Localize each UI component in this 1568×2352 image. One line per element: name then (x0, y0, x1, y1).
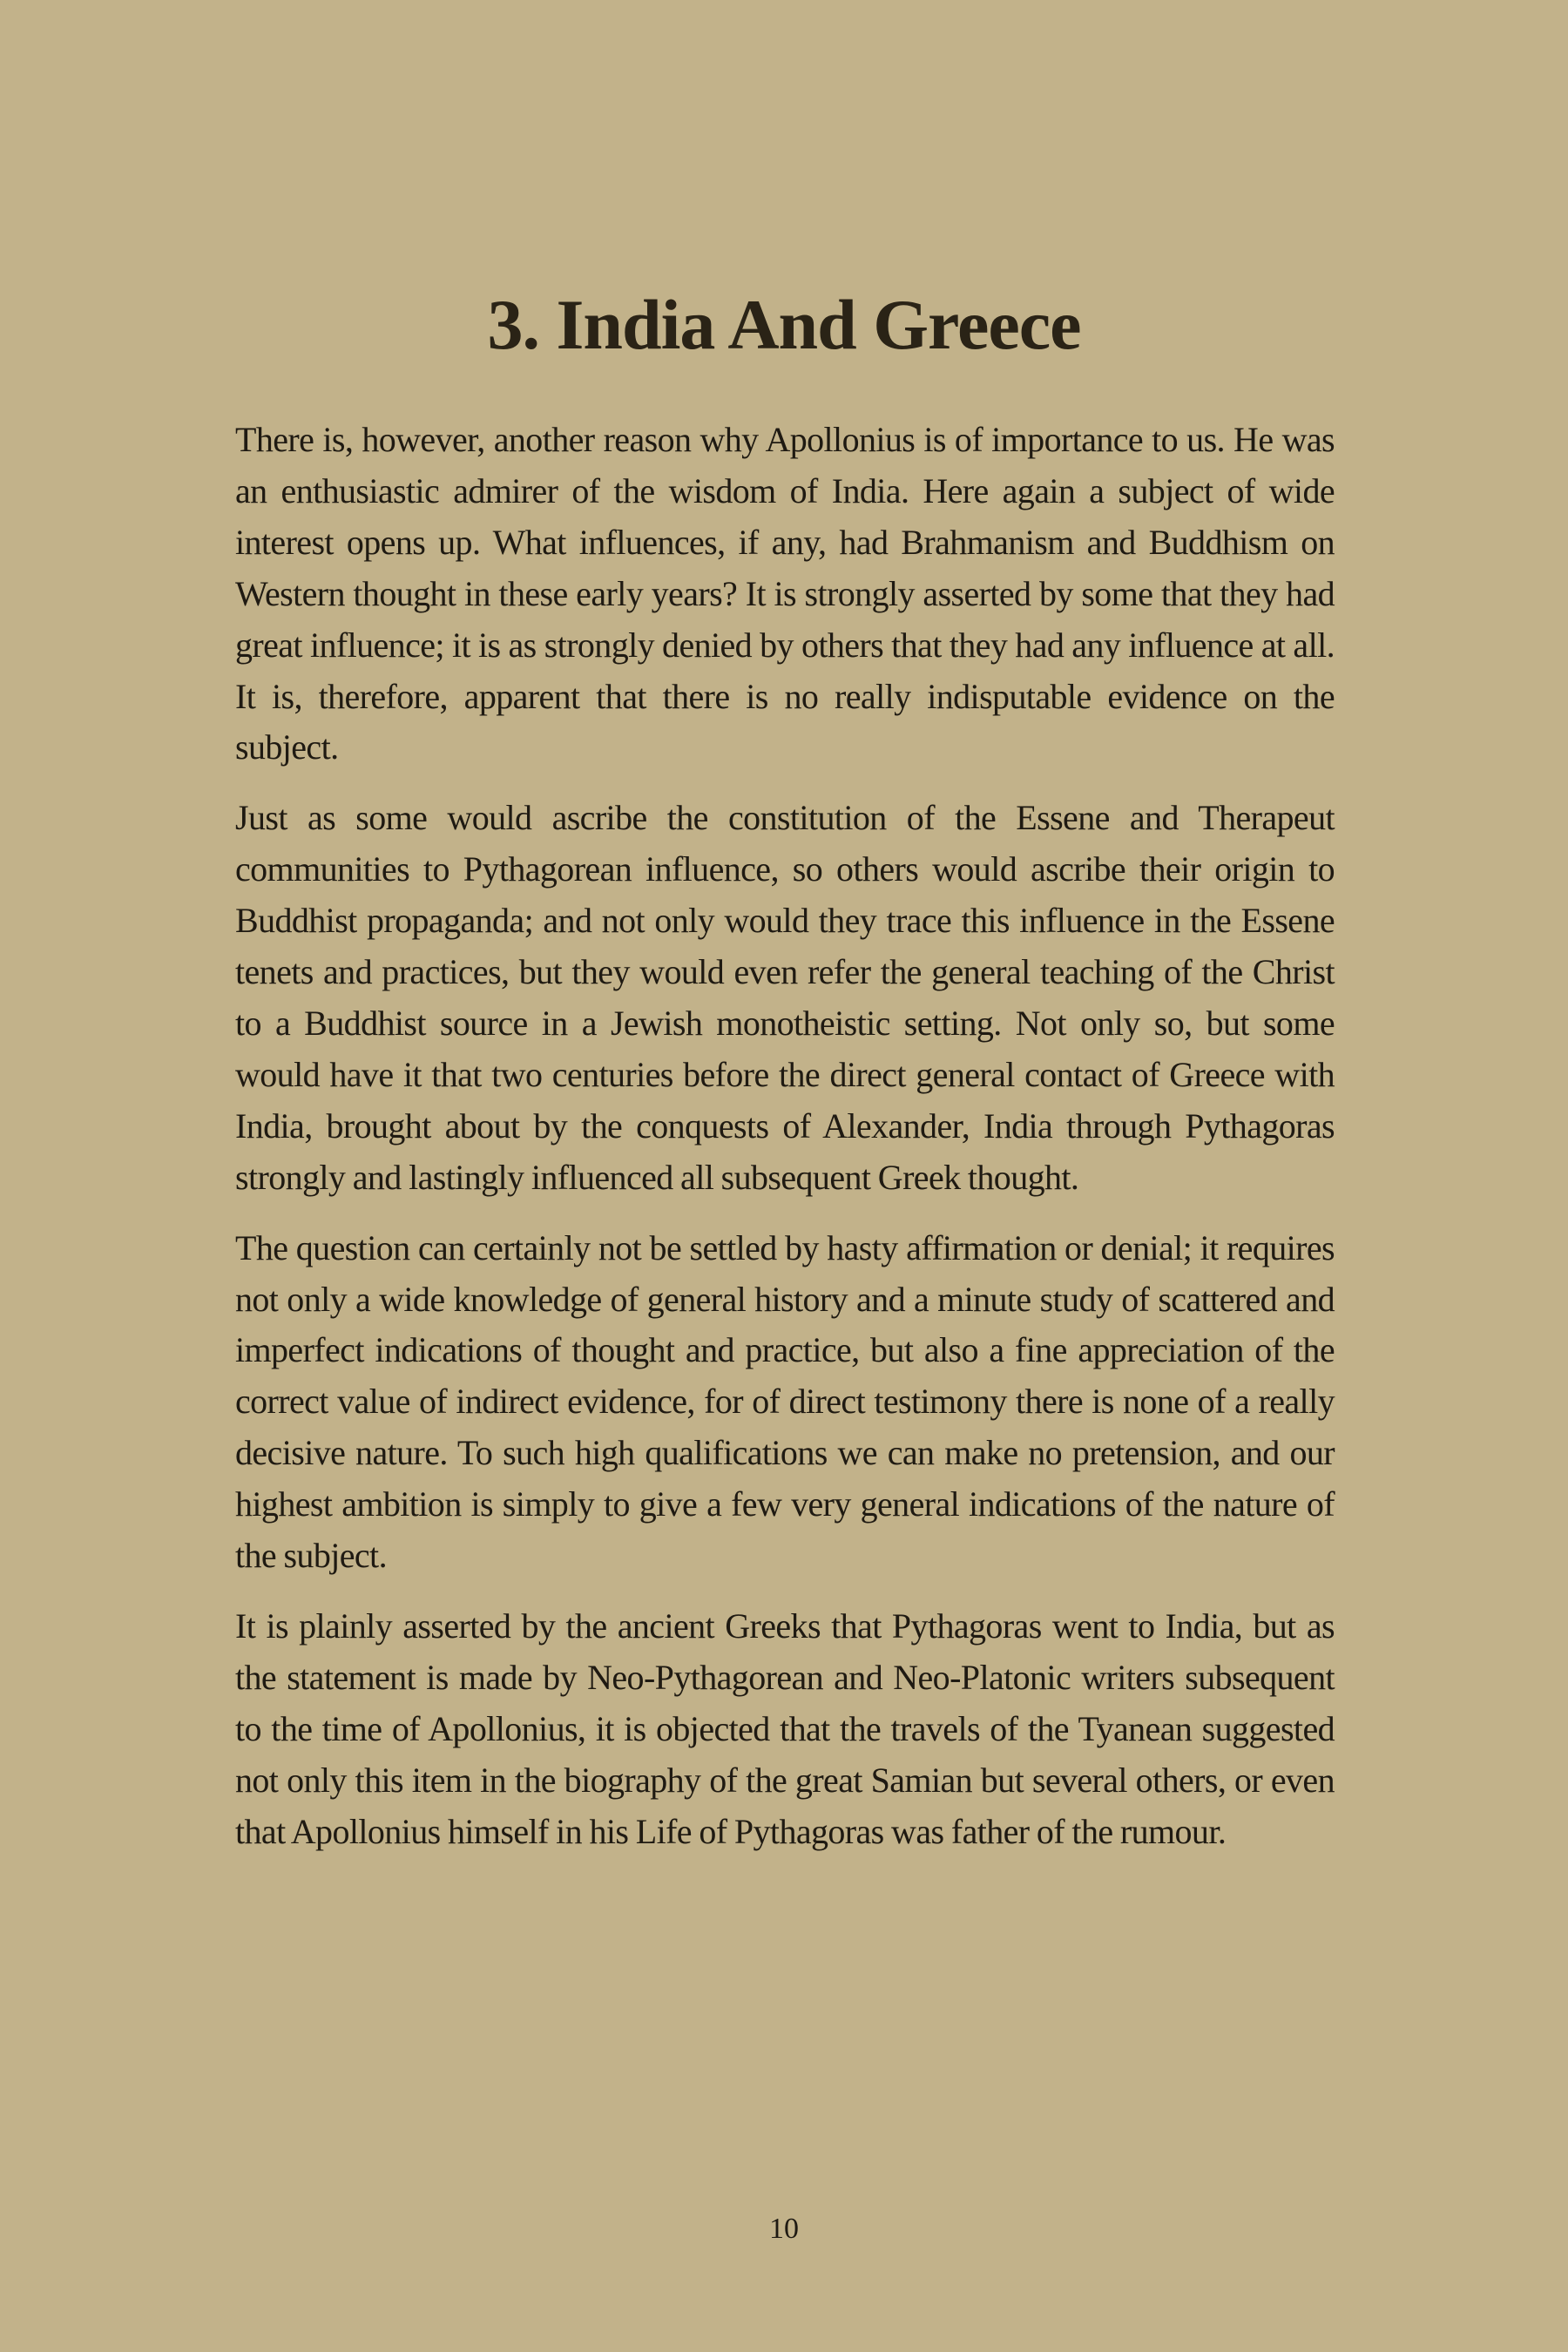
chapter-title: 3. India And Greece (487, 284, 1081, 364)
chapter-body (235, 415, 1335, 1876)
paragraph: Just as some would ascribe the constitution of the Essene and Therapeut communities to Pythagorean influence, so others would ascribe their origin to Buddhist propaganda; and not only would they trace this influence in the Essene tenets and practices, but they would even refer the general teaching of the Christ to a Buddhist source in a Jewish monotheistic setting. Not only so, but some would have it that two centuries before the direct general contact of Greece with India, brought about by the conquests of Alexander, India through Pythagoras strongly and lastingly influenced all subsequent Greek thought. (235, 798, 1335, 1197)
page-number: 10 (769, 2213, 799, 2245)
paragraph: It is plainly asserted by the ancient Greeks that Pythagoras went to India, but as the statement is made by Neo-Pythagorean and Neo-Platonic writers subsequent to the time of Apollonius, it is objected that the travels of the Tyanean suggested not only this item in the biography of the great Samian but several others, or even that Apollonius himself in his Life of Pythagoras was father of the rumour. (235, 1605, 1335, 1851)
paragraph: There is, however, another reason why Apollonius is of importance to us. He was an enthusiastic admirer of the wisdom of India. Here again a subject of wide interest opens up. What influences, if any, had Brahmanism and Buddhism on Western thought in these early years? It is strongly asserted by some that they had great influence; it is as strongly denied by others that they had any influence at all. It is, therefore, apparent that there is no really indisputable evidence on the subject. (235, 420, 1335, 767)
paragraph: The question can certainly not be settled by hasty affirmation or denial; it requires not only a wide knowledge of general history and a minute study of scattered and imperfect indications of thought and practice, but also a fine appreciation of the correct value of indirect evidence, for of direct testimony there is none of a really decisive nature. To such high qualifications we can make no pretension, and our highest ambition is simply to give a few very general indications of the nature of the subject. (235, 1227, 1335, 1576)
